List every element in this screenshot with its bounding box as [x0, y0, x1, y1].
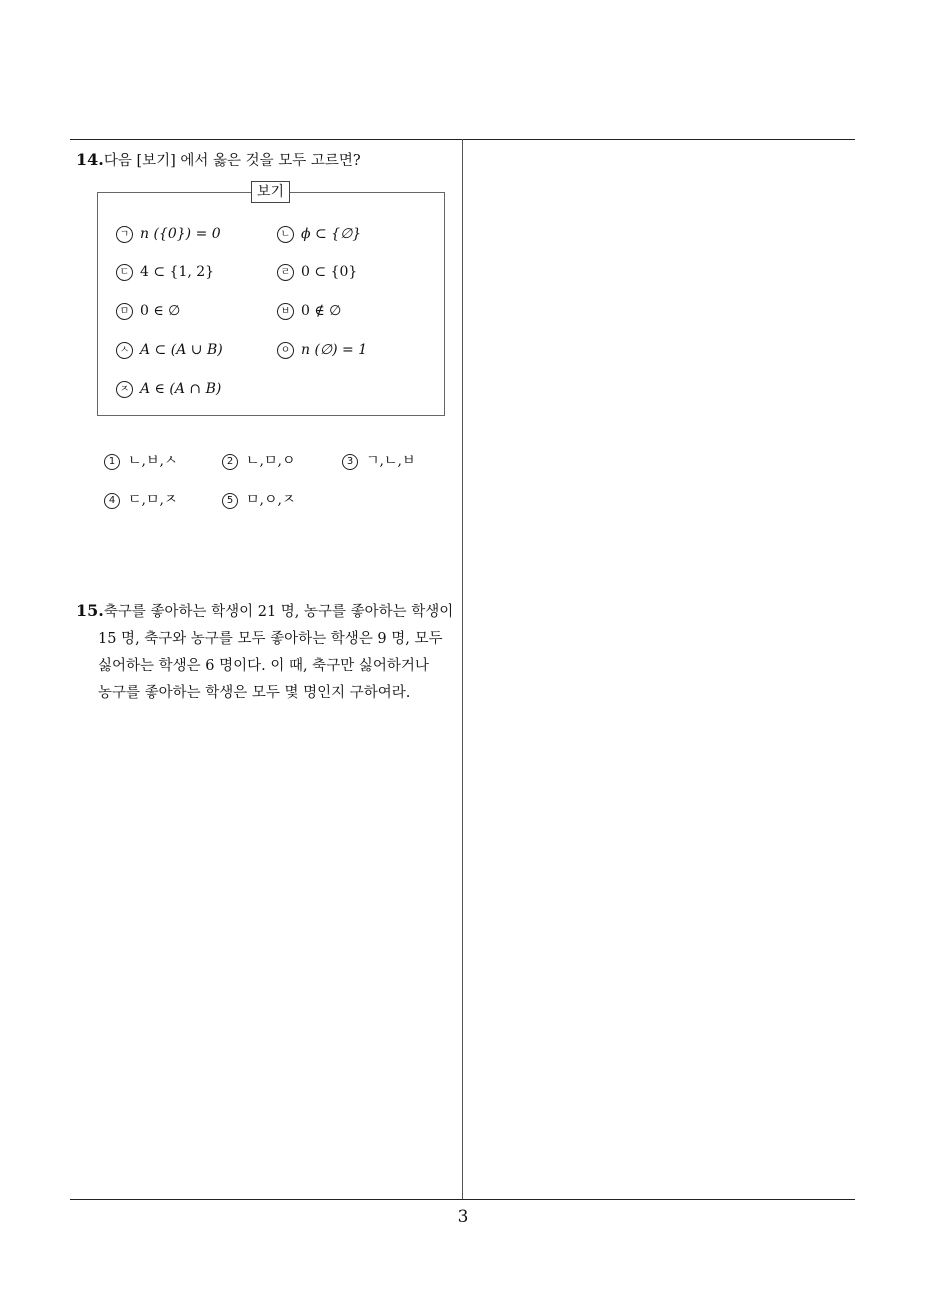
answer-choice-2[interactable]	[222, 450, 295, 470]
choice-text: ㄷ,ㅁ,ㅈ	[128, 492, 178, 508]
choice-text: ㄱ,ㄴ,ㅂ	[366, 453, 416, 469]
bogi-item	[277, 226, 361, 243]
circled-jamo-mark: ㅂ	[277, 303, 294, 320]
choice-number: 5	[222, 493, 238, 509]
question-text: 다음 [보기] 에서 옳은 것을 모두 고르면?	[103, 153, 361, 169]
bogi-item	[116, 264, 214, 281]
bogi-expression: 4 ⊂ {1, 2}	[140, 264, 215, 280]
circled-jamo-mark: ㅇ	[277, 342, 294, 359]
bogi-expression: 0 ⊂ {0}	[301, 264, 358, 280]
answer-choice-3[interactable]	[342, 450, 415, 470]
choice-number: 3	[342, 454, 358, 470]
circled-jamo-mark: ㅈ	[116, 381, 133, 398]
bogi-expression: n (∅) = 1	[301, 342, 368, 358]
question-line: 싫어하는 학생은 6 명이다. 이 때, 축구만 싫어하거나	[98, 658, 429, 674]
circled-jamo-mark: ㅁ	[116, 303, 133, 320]
question-14	[76, 149, 361, 170]
choice-text: ㄴ,ㅂ,ㅅ	[128, 453, 178, 469]
circled-jamo-mark: ㄱ	[116, 226, 133, 243]
page-number: 3	[457, 1207, 469, 1227]
question-line: 15 명, 축구와 농구를 모두 좋아하는 학생은 9 명, 모두	[98, 631, 443, 647]
footer-rule	[70, 1199, 855, 1200]
question-number: 14.	[76, 150, 104, 169]
bogi-expression: 0 ∈ ∅	[140, 303, 181, 319]
bogi-item	[277, 264, 357, 281]
column-divider	[462, 139, 463, 1200]
bogi-item	[116, 303, 180, 320]
answer-choice-1[interactable]	[104, 450, 177, 470]
circled-jamo-mark: ㄷ	[116, 264, 133, 281]
answer-choice-4[interactable]	[104, 489, 177, 509]
circled-jamo-mark: ㄹ	[277, 264, 294, 281]
bogi-expression: A ⊂ (A ∪ B)	[140, 342, 223, 358]
choice-number: 2	[222, 454, 238, 470]
bogi-item	[116, 381, 221, 398]
bogi-item	[277, 342, 367, 359]
bogi-item	[116, 342, 223, 359]
circled-jamo-mark: ㄴ	[277, 226, 294, 243]
choice-number: 4	[104, 493, 120, 509]
circled-jamo-mark: ㅅ	[116, 342, 133, 359]
question-number: 15.	[76, 601, 104, 620]
bogi-label: 보기	[251, 181, 290, 203]
bogi-item	[116, 226, 221, 243]
bogi-expression: n ({0}) = 0	[140, 226, 221, 242]
choice-number: 1	[104, 454, 120, 470]
question-line: 농구를 좋아하는 학생은 모두 몇 명인지 구하여라.	[98, 685, 411, 701]
bogi-expression: ϕ ⊂ {∅}	[301, 226, 362, 242]
choice-text: ㄴ,ㅁ,ㅇ	[246, 453, 296, 469]
bogi-expression: A ∈ (A ∩ B)	[140, 381, 222, 397]
answer-choice-5[interactable]	[222, 489, 295, 509]
bogi-item	[277, 303, 341, 320]
question-15	[76, 597, 462, 707]
bogi-expression: 0 ∉ ∅	[301, 303, 342, 319]
question-line	[76, 597, 462, 626]
choice-text: ㅁ,ㅇ,ㅈ	[246, 492, 296, 508]
question-text: 축구를 좋아하는 학생이 21 명, 농구를 좋아하는 학생이	[103, 604, 454, 620]
